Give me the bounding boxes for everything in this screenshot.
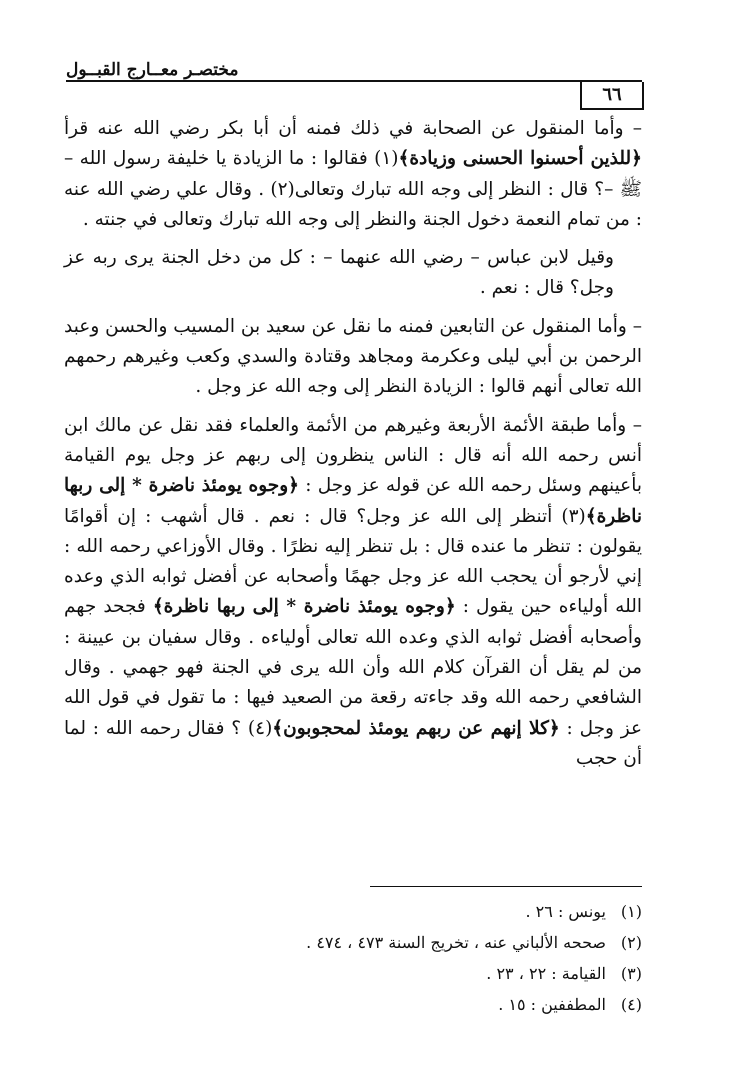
paragraph-tabiin [64,312,642,403]
header-rule [66,80,642,82]
footnote-item [300,989,642,1020]
body-text [64,114,642,774]
text-segment: وقيل لابن عباس – رضي الله عنهما – : كل من دخل الجنة يرى ربه عز وجل؟ قال : نعم . [64,247,614,299]
text-segment: – وأما طبقة الأئمة الأربعة وغيرهم من الأئمة والعلماء فقد نقل عن مالك ابن أنس رحمه الله أنه قال : الناس ينظرون إلى ربهم عز وجل يوم القيامة بأعينهم وسئل رحمه الله عن قوله عز وجل : [64,414,642,497]
paragraph-ibn-abbas [64,243,642,304]
text-segment: – وأما المنقول عن الصحابة في ذلك فمنه أن أبا بكر رضي الله عنه قرأ [64,118,642,139]
quran-quote: ﴿وجوه يومئذ ناضرة * إلى ربها ناظرة﴾ [152,596,456,618]
footnote-rule [370,886,642,887]
text-segment: (٤) ؟ فقال رحمه الله : لما أن حجب [64,717,642,769]
quran-quote: ﴿وجوه يومئذ ناضرة * إلى ربها ناظرة﴾ [64,475,642,527]
footnote-text: يونس : ٢٦ . [525,902,606,921]
footnote-item [300,958,642,989]
footnote-item [300,896,642,927]
footnote-number: (٣) [620,964,642,983]
text-segment: فجحد جهم وأصحابه أفضل ثوابه الذي وعده الله تعالى أولياءه . وقال سفيان بن عيينة : من لم يقل أن القرآن كلام الله وأن الله يرى في الجنة فهو جهمي . وقال الشافعي رحمه الله وقد جاءته رقعة من الصعيد فيها : ما تقول في قول الله عز وجل : [64,596,643,739]
footnote-text: صححه الألباني عنه ، تخريج السنة ٤٧٣ ، ٤٧٤ . [306,933,606,952]
paragraph-imams [64,411,642,775]
footnote-number: (٢) [620,933,642,952]
page-number: ٦٦ [580,82,644,110]
running-header-title: مختصـر معــارج القبــول [66,60,239,80]
quran-quote: ﴿كلا إنهم عن ربهم يومئذ لمحجوبون﴾ [272,717,560,739]
text-segment: (٣) أتنظر إلى الله عز وجل؟ قال : نعم . قال أشهب : إن أقوامًا يقولون : تنظر ما عنده قال : بل تنظر إليه نظرًا . وقال الأوزاعي رحمه الله : إني لأرجو أن يحجب الله عز وجل جهمًا وأصحابه عن أفضل ثوابه الذي وعده الله أولياءه حين يقول : [64,505,642,618]
footnote-number: (١) [620,902,642,921]
footnote-text: المطففين : ١٥ . [498,995,606,1014]
text-segment: (١) فقالوا : ما الزيادة يا خليفة رسول الله – ﷺ –؟ قال : النظر إلى وجه الله تبارك وتعالى(٢) . وقال علي رضي الله عنه : من تمام النعمة دخول الجنة والنظر إلى وجه الله تبارك وتعالى في جنته . [64,148,642,230]
quran-quote: ﴿للذين أحسنوا الحسنى وزيادة﴾ [398,148,642,170]
text-segment: – وأما المنقول عن التابعين فمنه ما نقل عن سعيد بن المسيب والحسن وعبد الرحمن بن أبي ليلى وعكرمة ومجاهد وقتادة والسدي وكعب وغيرهم رحمهم الله تعالى أنهم قالوا : الزيادة النظر إلى وجه الله عز وجل . [64,315,642,398]
footnote-item [300,927,642,958]
footnote-text: القيامة : ٢٢ ، ٢٣ . [486,964,606,983]
footnotes [300,896,642,1020]
footnote-number: (٤) [620,995,642,1014]
paragraph-companions [64,114,642,235]
